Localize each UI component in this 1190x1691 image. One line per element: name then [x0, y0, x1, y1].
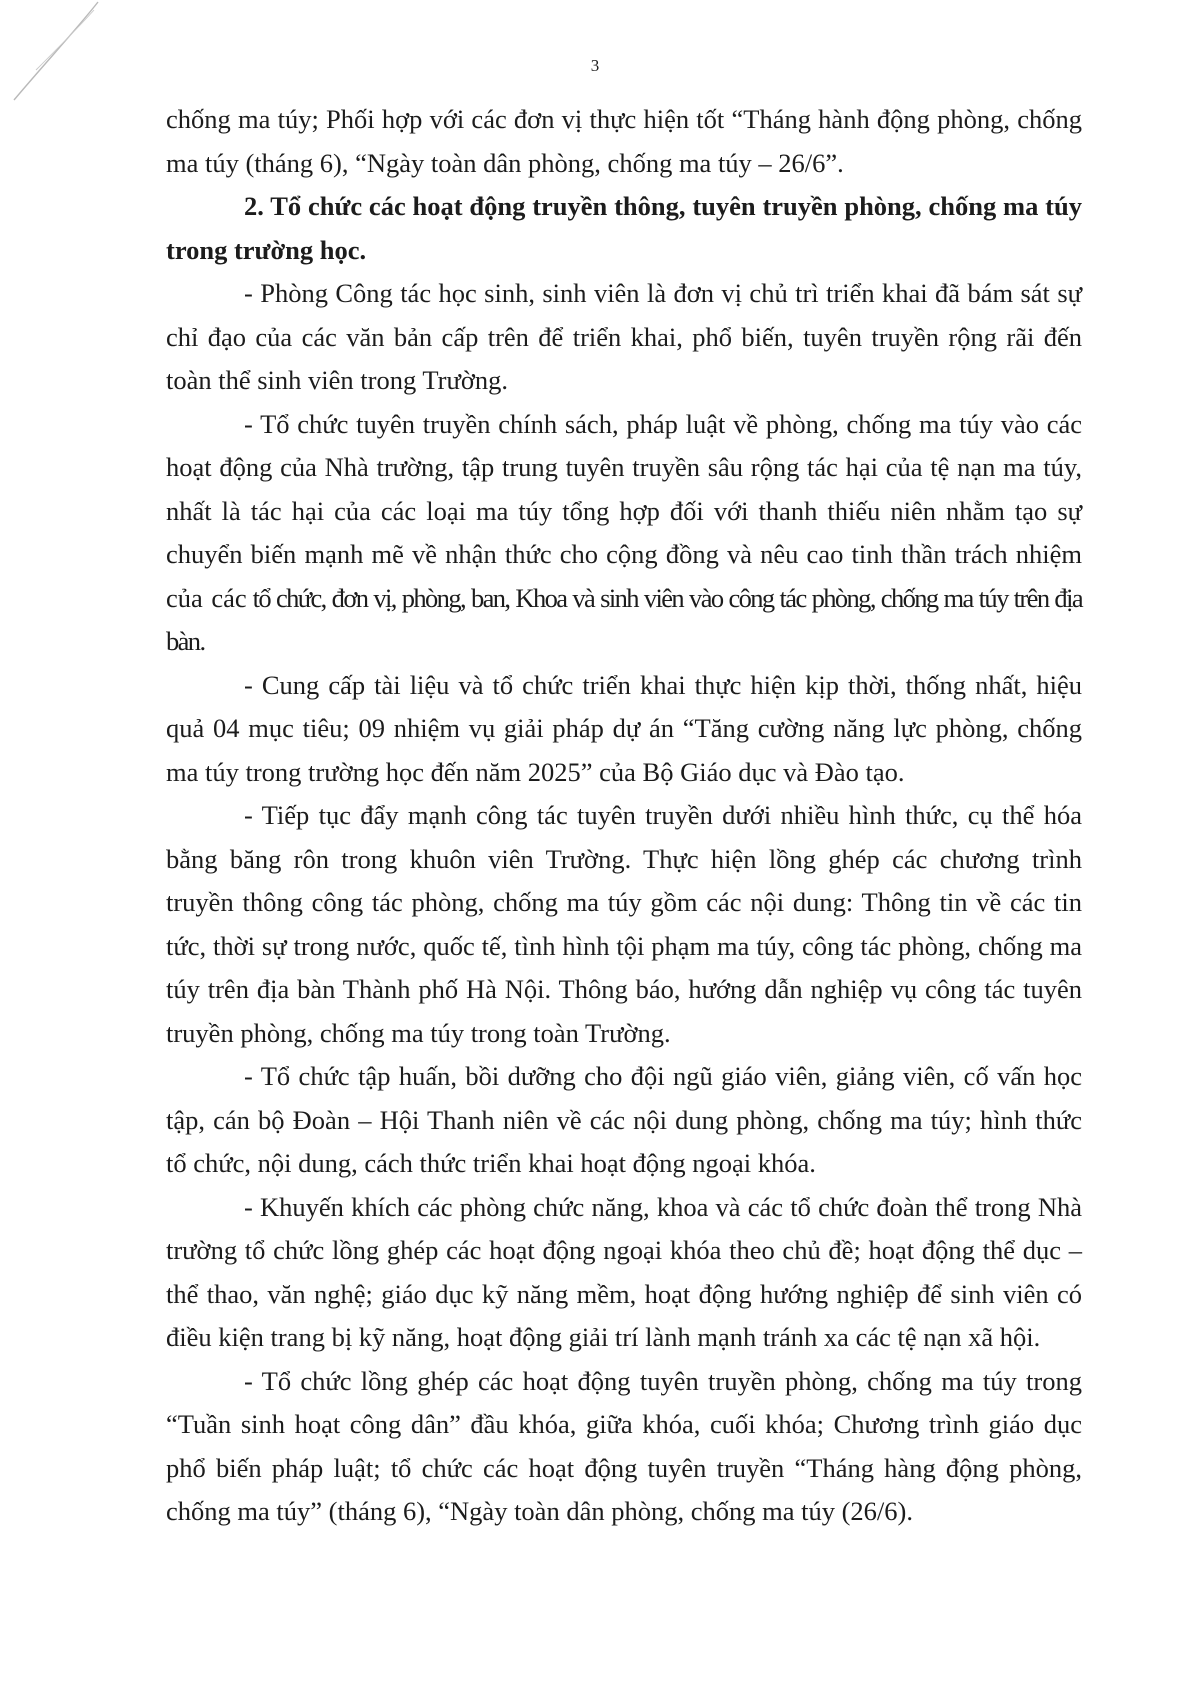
paragraph-text: - Tổ chức tuyên truyền chính sách, pháp luật về phòng, chống ma túy vào các hoạt động của Nhà trường, tập trung tuyên truyền sâu rộng tác hại của tệ nạn ma túy, nhất là tác hại của các loại ma túy tổng hợp đối với thanh thiếu niên nhằm tạo sự chuyển biến mạnh mẽ về nhận thức cho cộng đồng và nêu cao tinh thần trách nhiệm của các	[166, 408, 1082, 613]
paragraph-item: - Khuyến khích các phòng chức năng, khoa và các tổ chức đoàn thể trong Nhà trường tổ chức lồng ghép các hoạt động ngoại khóa theo chủ đề; hoạt động thể dục – thể thao, văn nghệ; giáo dục kỹ năng mềm, hoạt động hướng nghiệp để sinh viên có điều kiện trang bị kỹ năng, hoạt động giải trí lành mạnh tránh xa các tệ nạn xã hội.	[166, 1191, 1082, 1352]
paragraph-item: - Tổ chức tập huấn, bồi dưỡng cho đội ngũ giáo viên, giảng viên, cố vấn học tập, cán bộ Đoàn – Hội Thanh niên về các nội dung phòng, chống ma túy; hình thức tổ chức, nội dung, cách thức triển khai hoạt động ngoại khóa.	[166, 1061, 1082, 1178]
page-number: 3	[590, 56, 600, 75]
document-body	[166, 98, 1082, 1534]
paragraph-item: - Tổ chức lồng ghép các hoạt động tuyên truyền phòng, chống ma túy trong “Tuần sinh hoạt công dân” đầu khóa, giữa khóa, cuối khóa; Chương trình giáo dục phổ biến pháp luật; tổ chức các hoạt động tuyên truyền “Tháng hàng động phòng, chống ma túy” (tháng 6), “Ngày toàn dân phòng, chống ma túy (26/6).	[166, 1365, 1082, 1526]
paragraph-continuation: chống ma túy; Phối hợp với các đơn vị thực hiện tốt “Tháng hành động phòng, chống ma túy (tháng 6), “Ngày toàn dân phòng, chống ma túy – 26/6”.	[166, 104, 1082, 178]
paragraph-item	[166, 403, 1082, 664]
paragraph-item: - Phòng Công tác học sinh, sinh viên là đơn vị chủ trì triển khai đã bám sát sự chỉ đạo của các văn bản cấp trên để triển khai, phổ biến, tuyên truyền rộng rãi đến toàn thể sinh viên trong Trường.	[166, 278, 1082, 395]
section-heading: 2. Tổ chức các hoạt động truyền thông, tuyên truyền phòng, chống ma túy trong trường học.	[166, 191, 1082, 265]
paragraph-item: - Cung cấp tài liệu và tổ chức triển khai thực hiện kịp thời, thống nhất, hiệu quả 04 mục tiêu; 09 nhiệm vụ giải pháp dự án “Tăng cường năng lực phòng, chống ma túy trong trường học đến năm 2025” của Bộ Giáo dục và Đào tạo.	[166, 669, 1082, 787]
paragraph-item: - Tiếp tục đẩy mạnh công tác tuyên truyền dưới nhiều hình thức, cụ thể hóa bằng băng rôn trong khuôn viên Trường. Thực hiện lồng ghép các chương trình truyền thông công tác phòng, chống ma túy gồm các nội dung: Thông tin về các tin tức, thời sự trong nước, quốc tế, tình hình tội phạm ma túy, công tác phòng, chống ma túy trên địa bàn Thành phố Hà Nội. Thông báo, hướng dẫn nghiệp vụ công tác tuyên truyền phòng, chống ma túy trong toàn Trường.	[166, 800, 1082, 1048]
paragraph-condensed-text: tổ chức, đơn vị, phòng, ban, Khoa và sinh viên vào công tác phòng, chống ma túy trên địa bàn.	[166, 582, 1083, 656]
